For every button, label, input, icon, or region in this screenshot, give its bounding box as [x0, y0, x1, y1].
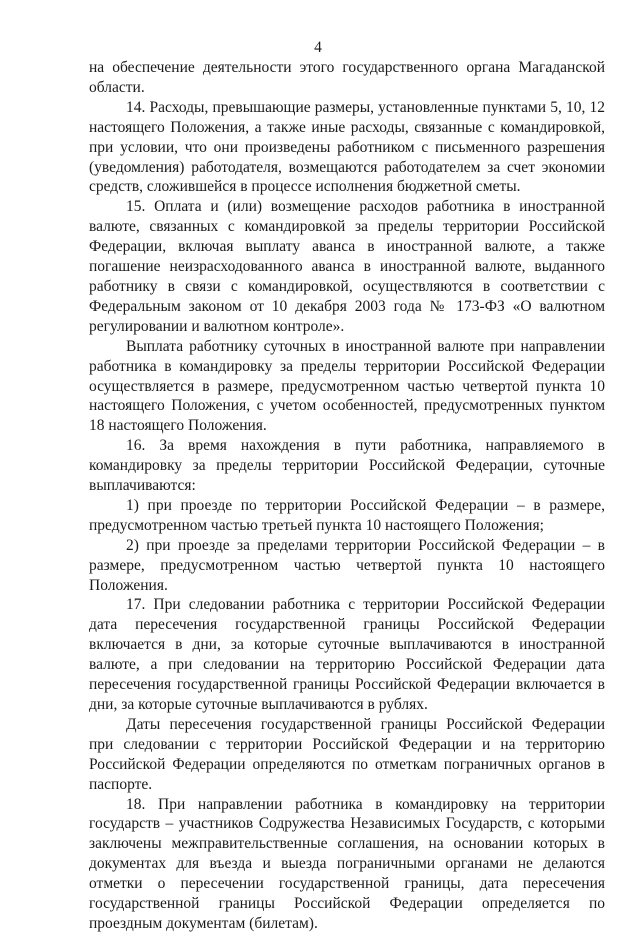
- paragraph-16-item-1: 1) при проезде по территории Российской Федерации – в размере, предусмотренном частью третьей пункта 10 настоящего Положения;: [89, 496, 605, 534]
- paragraph-17-part-2: Даты пересечения государственной границы Российской Федерации при следовании с территории Российской Федерации и на территорию Российской Федерации определяются по отметкам пограничных органов в паспорте.: [89, 715, 605, 793]
- paragraph-15-part-2: Выплата работнику суточных в иностранной валюте при направлении работника в командировку за пределы территории Российской Федерации осуществляется в размере, предусмотренном частью четвертой пункта 10 настоящего Положения, с учетом особенностей, предусмотренных пунктом 18 настоящего Положения.: [89, 337, 605, 435]
- paragraph-16-item-2: 2) при проезде за пределами территории Российской Федерации – в размере, предусмотренном частью четвертой пункта 10 настоящего Положения.: [89, 536, 605, 594]
- paragraph-17: 17. При следовании работника с территории Российской Федерации дата пересечения государственной границы Российской Федерации включается в дни, за которые суточные выплачиваются в иностранной валюте, а при следовании на территорию Российской Федерации дата пересечения государственной границы Российской Федерации включается в дни, за которые суточные выплачиваются в рублях.: [89, 596, 605, 713]
- page-number: 4: [314, 39, 322, 56]
- paragraph-16: 16. За время нахождения в пути работника, направляемого в командировку за пределы территории Российской Федерации, суточные выплачиваются:: [89, 437, 605, 495]
- paragraph-continuation: на обеспечение деятельности этого государственного органа Магаданской области.: [89, 59, 605, 96]
- paragraph-18: 18. При направлении работника в командировку на территории государств – участников Содружества Независимых Государств, с которыми заключены межправительственные соглашения, на основании которых в документах для въезда и выезда пограничными органами не делаются отметки о пересечении государственной границы, дата пересечения государственной границы Российской Федерации определяется по проездным документам (билетам).: [89, 795, 605, 932]
- paragraph-15: 15. Оплата и (или) возмещение расходов работника в иностранной валюте, связанных с командировкой за пределы территории Российской Федерации, включая выплату аванса в иностранной валюте, а также погашение неизрасходованного аванса в иностранной валюте, выданного работнику в связи с командировкой, осуществляются в соответствии с Федеральным законом от 10 декабря 2003 года № 173-ФЗ «О валютном регулировании и валютном контроле».: [89, 198, 605, 335]
- paragraph-14: 14. Расходы, превышающие размеры, установленные пунктами 5, 10, 12 настоящего Положения, а также иные расходы, связанные с командировкой, при условии, что они произведены работником с письменного разрешения (уведомления) работодателя, возмещаются работодателем за счет экономии средств, сложившейся в процессе исполнения бюджетной сметы.: [89, 98, 605, 196]
- document-body: [89, 58, 605, 934]
